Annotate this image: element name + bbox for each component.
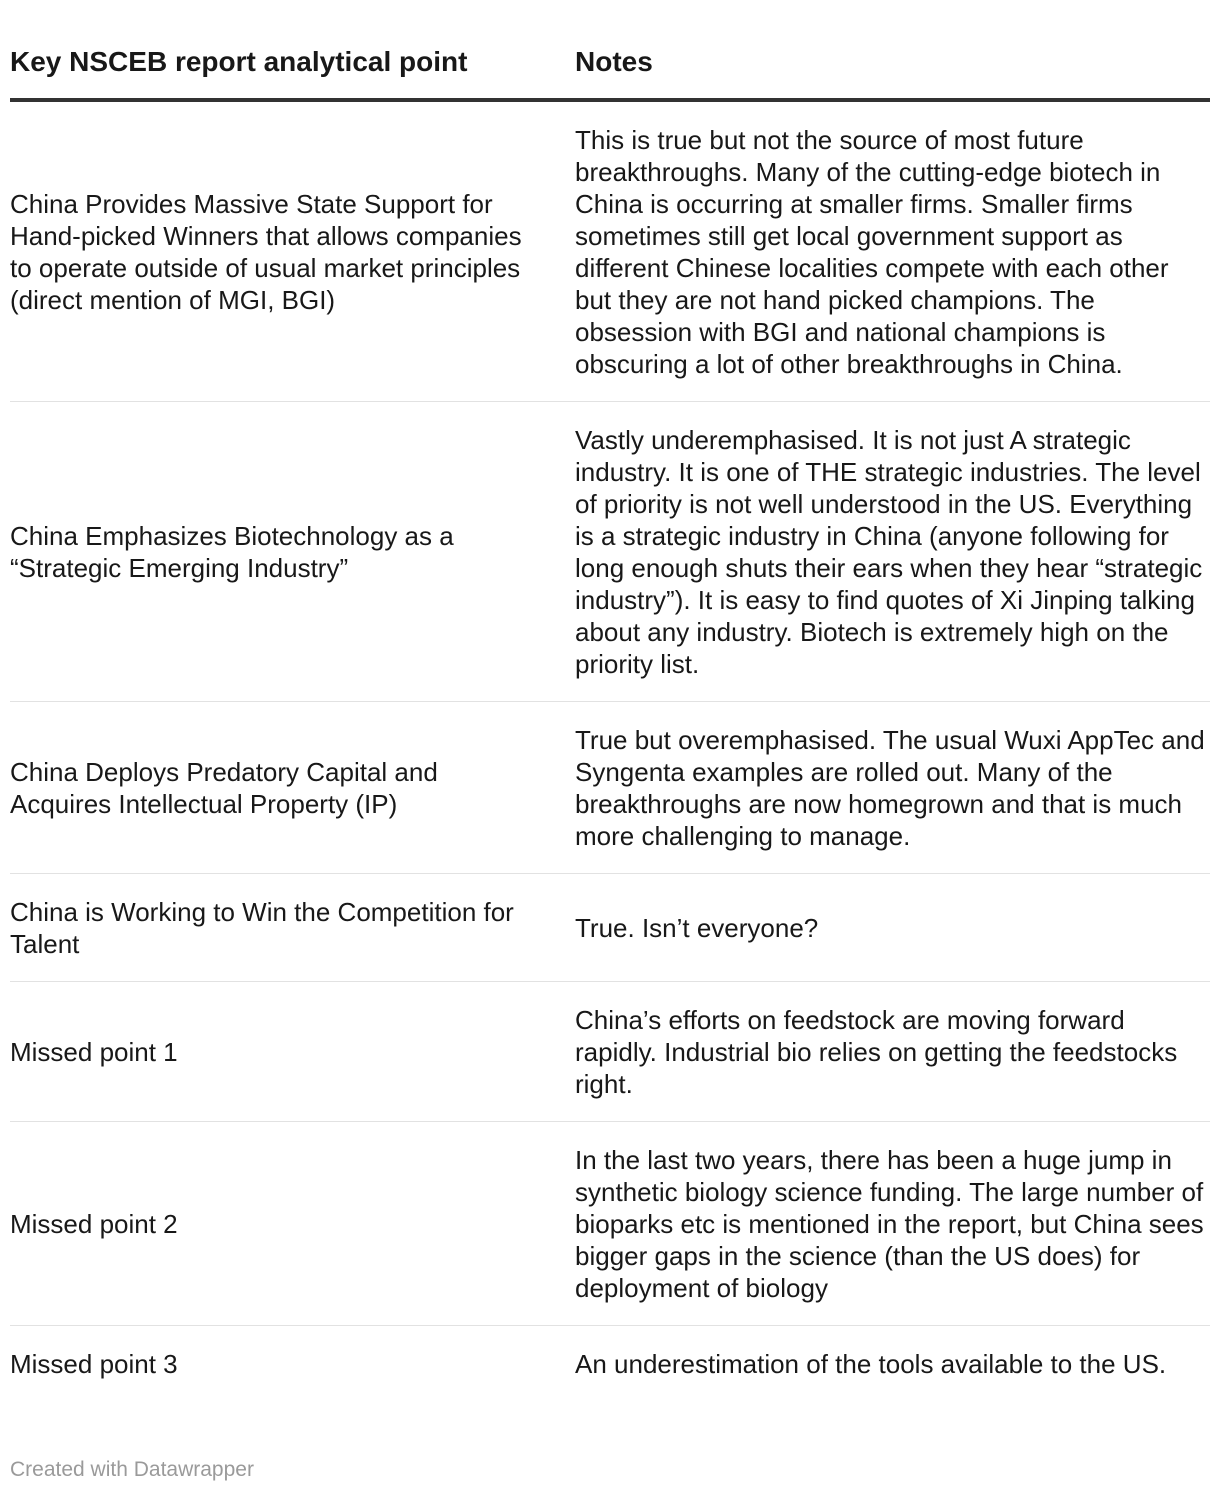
table-header xyxy=(10,0,1210,100)
analytical-point-cell: China Emphasizes Biotechnology as a “Strategic Emerging Industry” xyxy=(10,402,575,702)
analytical-point-cell: China Provides Massive State Support for Hand-picked Winners that allows companies to operate outside of usual market principles (direct mention of MGI, BGI) xyxy=(10,100,575,402)
column-header-notes: Notes xyxy=(575,0,1210,100)
analytical-point-cell: China Deploys Predatory Capital and Acquires Intellectual Property (IP) xyxy=(10,702,575,874)
table-row xyxy=(10,1122,1210,1326)
table-row xyxy=(10,100,1210,402)
notes-cell: True. Isn’t everyone? xyxy=(575,874,1210,982)
header-row xyxy=(10,0,1210,100)
table-row xyxy=(10,702,1210,874)
table-body xyxy=(10,100,1210,1401)
table-row xyxy=(10,874,1210,982)
table-row xyxy=(10,402,1210,702)
analysis-table xyxy=(10,0,1210,1401)
notes-cell: True but overemphasised. The usual Wuxi AppTec and Syngenta examples are rolled out. Many of the breakthroughs are now homegrown and that is much more challenging to manage. xyxy=(575,702,1210,874)
table-row xyxy=(10,1326,1210,1402)
notes-cell: China’s efforts on feedstock are moving forward rapidly. Industrial bio relies on getting the feedstocks right. xyxy=(575,982,1210,1122)
datawrapper-credit: Created with Datawrapper xyxy=(10,1458,254,1481)
analytical-point-cell: Missed point 1 xyxy=(10,982,575,1122)
notes-cell: This is true but not the source of most future breakthroughs. Many of the cutting-edge biotech in China is occurring at smaller firms. Smaller firms sometimes still get local government support as different Chinese localities compete with each other but they are not hand picked champions. The obsession with BGI and national champions is obscuring a lot of other breakthroughs in China. xyxy=(575,100,1210,402)
table-row xyxy=(10,982,1210,1122)
analytical-point-cell: Missed point 3 xyxy=(10,1349,178,1379)
column-header-point: Key NSCEB report analytical point xyxy=(10,0,575,100)
notes-cell: In the last two years, there has been a huge jump in synthetic biology science funding. The large number of bioparks etc is mentioned in the report, but China sees bigger gaps in the science (than the US does) for deployment of biology xyxy=(575,1122,1210,1326)
table-container xyxy=(10,0,1210,1401)
notes-cell: Vastly underemphasised. It is not just A strategic industry. It is one of THE strategic industries. The level of priority is not well understood in the US. Everything is a strategic industry in China (anyone following for long enough shuts their ears when they hear “strategic industry”). It is easy to find quotes of Xi Jinping talking about any industry. Biotech is extremely high on the priority list. xyxy=(575,402,1210,702)
analytical-point-cell: China is Working to Win the Competition for Talent xyxy=(10,874,575,982)
analytical-point-cell: Missed point 2 xyxy=(10,1122,575,1326)
notes-cell: An underestimation of the tools available to the US. xyxy=(575,1349,1167,1379)
